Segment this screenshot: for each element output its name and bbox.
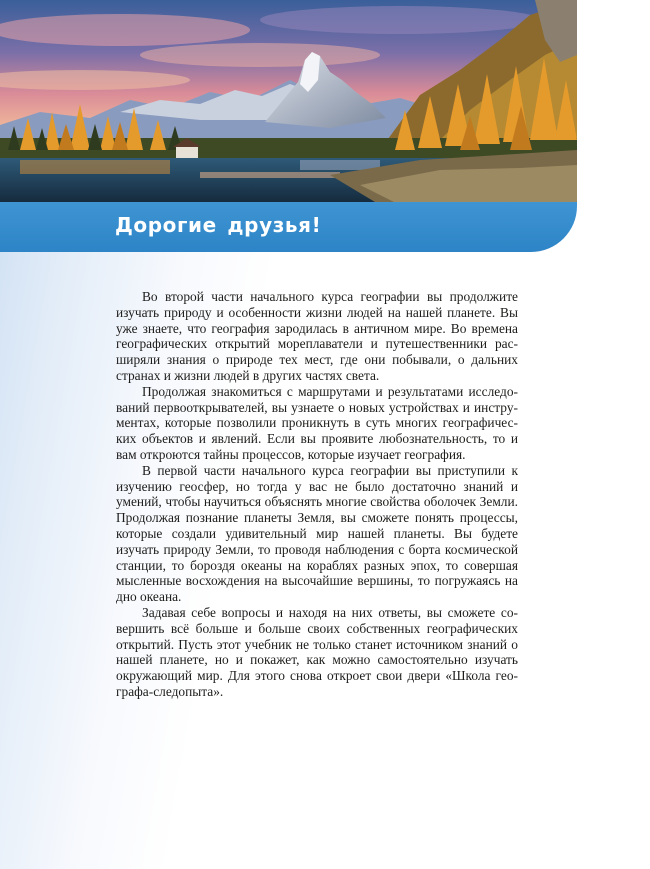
paragraph-4: Задавая себе вопросы и находя на них ответы, вы сможете совершить всё больше и больше своих собственных географических открытий. Пусть этот учебник не только станет источником знаний о нашей планете, но и покажет, как можно самостоятельно изучать окружающий мир. Для этого снова откроет свои двери «Школа географа-следопыта». — [116, 604, 518, 699]
title-banner — [0, 202, 577, 252]
page-title: Дорогие друзья! — [115, 213, 322, 237]
paragraph-1: Во второй части начального курса географии вы продолжите изучать природу и особенности жизни людей на нашей планете. Вы уже знаете, что география зародилась в античном мире. Во времена географических открытий мореплаватели и путешественники расширяли знания о природе тех мест, где они побывали, о дальних странах и жизни людей в других частях света. — [116, 289, 518, 383]
paragraph-3: В первой части начального курса географии вы приступили к изучению геосфер, но тогда у вас не было достаточно знаний и умений, чтобы научиться объяснять многие свойства оболочек Земли. Продолжая познание планеты Земля, вы сможете понять процессы, которые создали удивительный мир нашей планеты. Вы будете изучать природу Земли, то проводя наблюдения с борта космической станции, то бороздя океаны на кораблях разных эпох, то совершая мысленные восхождения на высочайшие вершины, то погружаясь на дно океана. — [116, 462, 518, 605]
hero-landscape-image — [0, 0, 577, 205]
paragraph-2: Продолжая знакомиться с маршрутами и результатами исследований первооткрывателей, вы узнаете о новых устройствах и инструментах, которые позволили проникнуть в суть многих географических объектов и явлений. Если вы проявите любознательность, то и вам откроются тайны процессов, которые изучает география. — [116, 383, 518, 462]
article-body — [116, 289, 518, 700]
